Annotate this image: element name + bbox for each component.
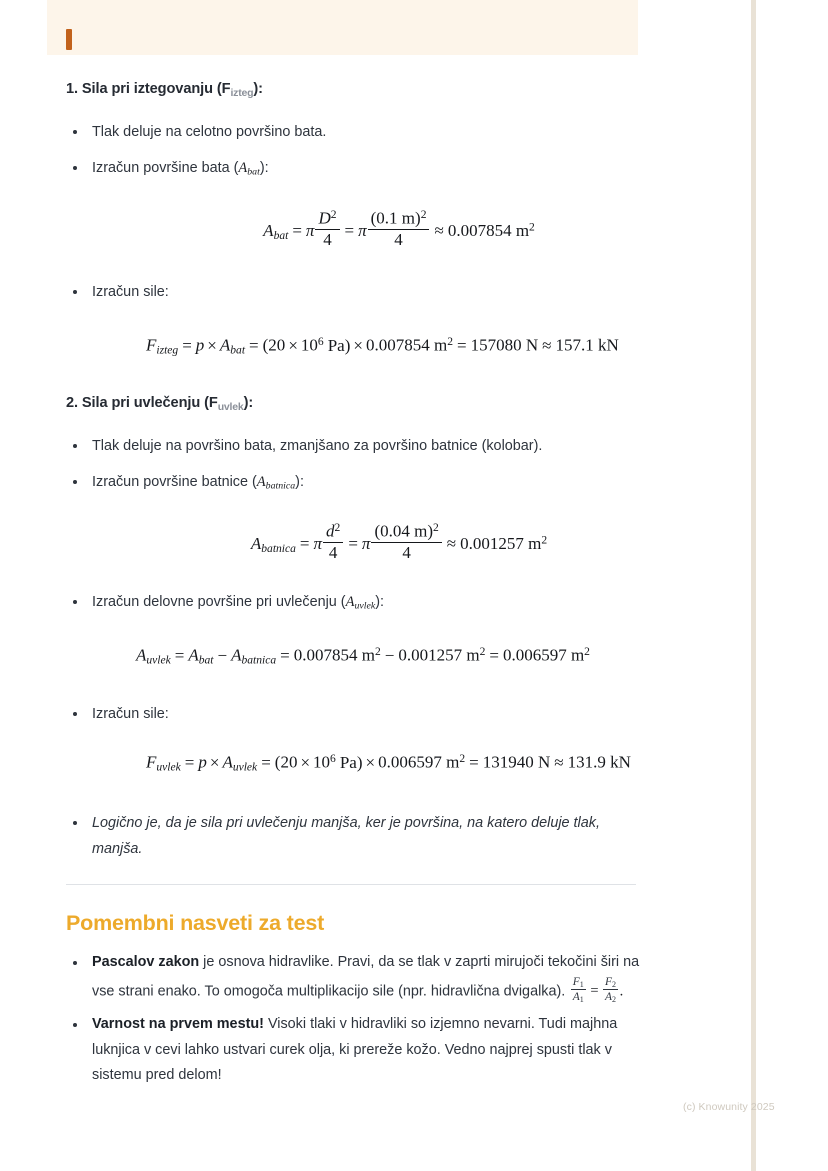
section-1-heading-subscript: izteg <box>230 86 254 99</box>
list-item <box>66 119 326 145</box>
formula-a-uvlek: Auvlek = Abat − Abatnica = 0.007854 $m^2 - 0.001257$ $m^2 = 0.006597$ $m^2$ <box>136 645 590 667</box>
section-1-heading-tail: ): <box>253 81 263 97</box>
section-1-bullet-list <box>66 119 326 145</box>
bullet-text: Izračun površine batnice ( <box>92 474 257 490</box>
note-text: Logično je, da je sila pri uvlečenju manjša, ker je površina, na katero deluje tlak, manjša. <box>92 815 600 857</box>
formula-f-uvlek: Fuvlek = p × Auvlek = ($20 \times 10^6$ Pa) × 0.006597 $m^2 = 131940$ N ≈ 131.9 kN <box>146 752 631 774</box>
bullet-text: Izračun površine bata ( <box>92 160 239 176</box>
tip-lead-safety: Varnost na prvem mestu! <box>92 1016 264 1033</box>
inline-equals: = <box>590 982 599 999</box>
section-2-heading-tail: ): <box>243 395 254 411</box>
list-item <box>66 589 384 620</box>
list-item <box>66 155 269 186</box>
fraction-01m2-over-4: $\frac{(0.1 m)^2}{4}$ <box>368 209 430 249</box>
bullet-text-tail: ): <box>259 160 269 176</box>
list-item <box>66 810 644 862</box>
tip-lead-pascal: Pascalov zakon <box>92 954 200 970</box>
page-right-border <box>751 0 756 1171</box>
section-1-heading-main: 1. Sila pri iztegovanju (F <box>66 81 231 97</box>
inline-period: . <box>619 982 624 999</box>
bullet-text: Izračun delovne površine pri uvlečenju ( <box>92 594 346 610</box>
section-2-note-list <box>66 810 644 862</box>
list-item <box>66 950 644 1004</box>
section-2-heading-subscript: uvlek <box>217 400 244 413</box>
bullet-text: Tlak deluje na celotno površino bata. <box>92 124 327 140</box>
formula-f-izteg: Fizteg = p × Abat = ($20 \times 10^6$ Pa) × 0.007854 $m^2 = 157080$ N ≈ 157.1 kN <box>146 335 619 357</box>
section-2-bullet-list-3 <box>66 589 384 620</box>
list-item <box>66 279 169 305</box>
section-2-bullet-list <box>66 433 542 459</box>
fraction-f1-a1: $\frac{F1}{A1}$ <box>572 975 584 1004</box>
list-item <box>66 1012 644 1089</box>
list-item <box>66 469 304 500</box>
section-2-heading <box>66 395 253 413</box>
bullet-text-tail: ): <box>375 594 384 610</box>
section-2-heading-main: 2. Sila pri uvlečenju (F <box>66 395 218 411</box>
formula-a-batnica: Abatnica = π $\frac{d^2}{4}$ = π $\frac{(0.04 m)^2}{4}$ ≈ 0.001257 $m^2$ <box>250 521 548 562</box>
bullet-text-tail: ): <box>295 474 304 490</box>
fraction-d2-over-4: $\frac{D^2}{4}$ <box>315 209 339 249</box>
list-item <box>66 433 542 459</box>
section-2-bullet-list-4 <box>66 701 169 727</box>
section-1-heading <box>66 81 263 99</box>
bullet-text: Izračun sile: <box>92 706 169 722</box>
formula-a-bat: Abat = π $\frac{D^2}{4}$ = π $\frac{(0.1 m)^2}{4}$ ≈ 0.007854 $m^2$ <box>263 208 535 249</box>
inline-math-a-bat: Abat <box>238 160 260 178</box>
section-1-bullet-list-3 <box>66 279 169 305</box>
bullet-text: Izračun sile: <box>92 284 169 300</box>
inline-math-a-uvlek: Auvlek <box>345 594 376 612</box>
fraction-004m2-over-4: $\frac{(0.04 m)^2}{4}$ <box>371 522 441 562</box>
tips-list <box>66 950 644 1097</box>
orange-accent-bar <box>66 29 72 50</box>
section-divider <box>66 884 636 885</box>
fraction-f2-a2: $\frac{F2}{A2}$ <box>605 975 617 1004</box>
tips-heading: Pomembni nasveti za test <box>66 911 325 935</box>
tip-text-safety: Visoki tlaki v hidravliki so izjemno nevarni. Tudi majhna luknjica v cevi lahko ustvari curek olja, ki prereže kožo. Vedno najprej spusti tlak v sistemu pred delom! <box>92 1016 618 1084</box>
formula-a-bat-lhs: A <box>263 221 274 241</box>
copyright-watermark: (c) Knowunity 2025 <box>683 1101 775 1113</box>
section-2-bullet-list-2 <box>66 469 304 500</box>
fraction-d2-over-4-small: $\frac{d^2}{4}$ <box>323 522 343 562</box>
list-item <box>66 701 169 727</box>
tip-text-pascal: je osnova hidravlike. Pravi, da se tlak v zaprti mirujoči tekočini širi na vse strani enako. To omogoča multiplikacijo sile (npr. hidravlična dvigalka). <box>92 954 640 999</box>
inline-math-a-batnica: Abatnica <box>256 474 296 492</box>
section-1-bullet-list-2 <box>66 155 269 186</box>
bullet-text: Tlak deluje na površino bata, zmanjšano za površino batnice (kolobar). <box>92 438 543 454</box>
callout-remnant-band <box>47 0 638 55</box>
